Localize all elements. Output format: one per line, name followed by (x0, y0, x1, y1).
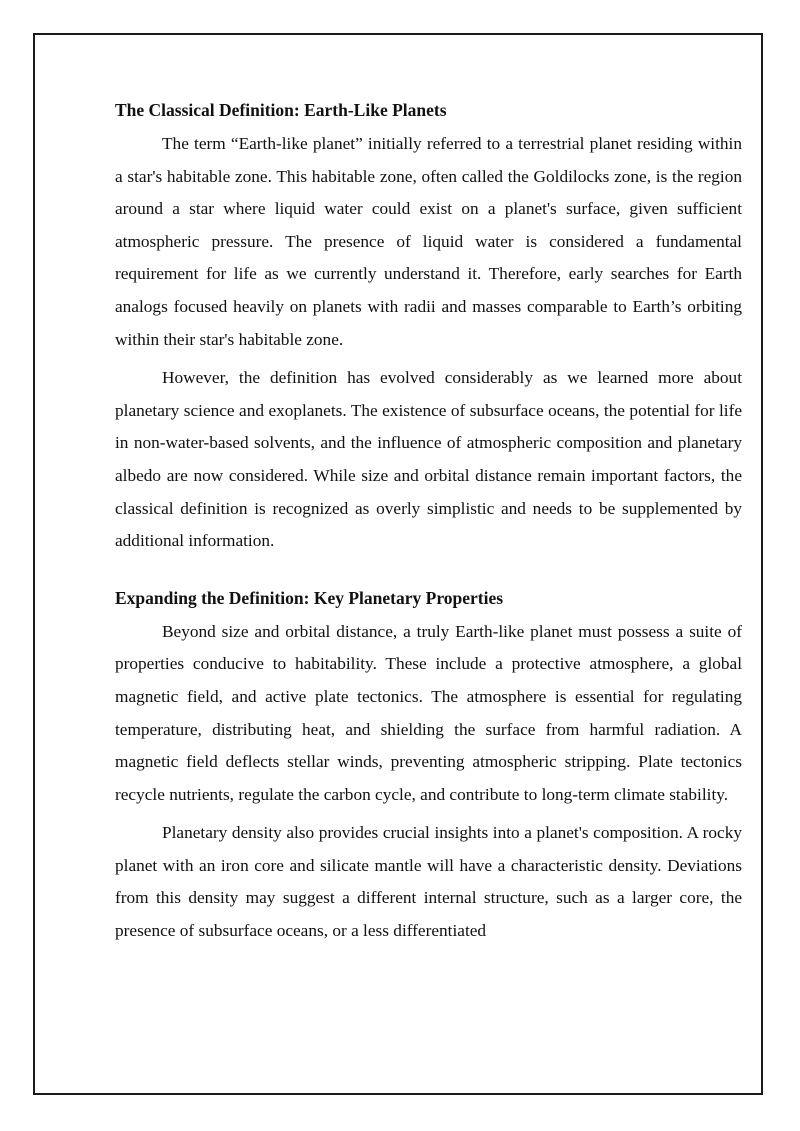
document-body (115, 98, 742, 948)
section-heading-key-properties: Expanding the Definition: Key Planetary Properties (115, 587, 504, 608)
paragraph-classical-2: However, the definition has evolved considerably as we learned more about planetary science and exoplanets. The existence of subsurface oceans, the potential for life in non-water-based solvents, and the influence of atmospheric composition and planetary albedo are now considered. While size and orbital distance remain important factors, the classical definition is recognized as overly simplistic and needs to be supplemented by additional information. (115, 368, 742, 551)
section-heading-classical-definition: The Classical Definition: Earth-Like Planets (115, 100, 447, 120)
paragraph-classical-1: The term “Earth-like planet” initially referred to a terrestrial planet residing within a star's habitable zone. This habitable zone, often called the Goldilocks zone, is the region around a star where liquid water could exist on a planet's surface, given sufficient atmospheric pressure. The presence of liquid water is considered a fundamental requirement for life as we currently understand it. Therefore, early searches for Earth analogs focused heavily on planets with radii and masses comparable to Earth’s orbiting within their star's habitable zone. (115, 134, 742, 349)
paragraph-properties-2: Planetary density also provides crucial insights into a planet's composition. A rocky planet with an iron core and silicate mantle will have a characteristic density. Deviations from this density may suggest a different internal structure, such as a larger core, the presence of subsurface oceans, or a less differentiated (115, 823, 742, 941)
paragraph-properties-1: Beyond size and orbital distance, a truly Earth-like planet must possess a suite of properties conducive to habitability. These include a protective atmosphere, a global magnetic field, and active plate tectonics. The atmosphere is essential for regulating temperature, distributing heat, and shielding the surface from harmful radiation. A magnetic field deflects stellar winds, preventing atmospheric stripping. Plate tectonics recycle nutrients, regulate the carbon cycle, and contribute to long-term climate stability. (115, 621, 742, 804)
